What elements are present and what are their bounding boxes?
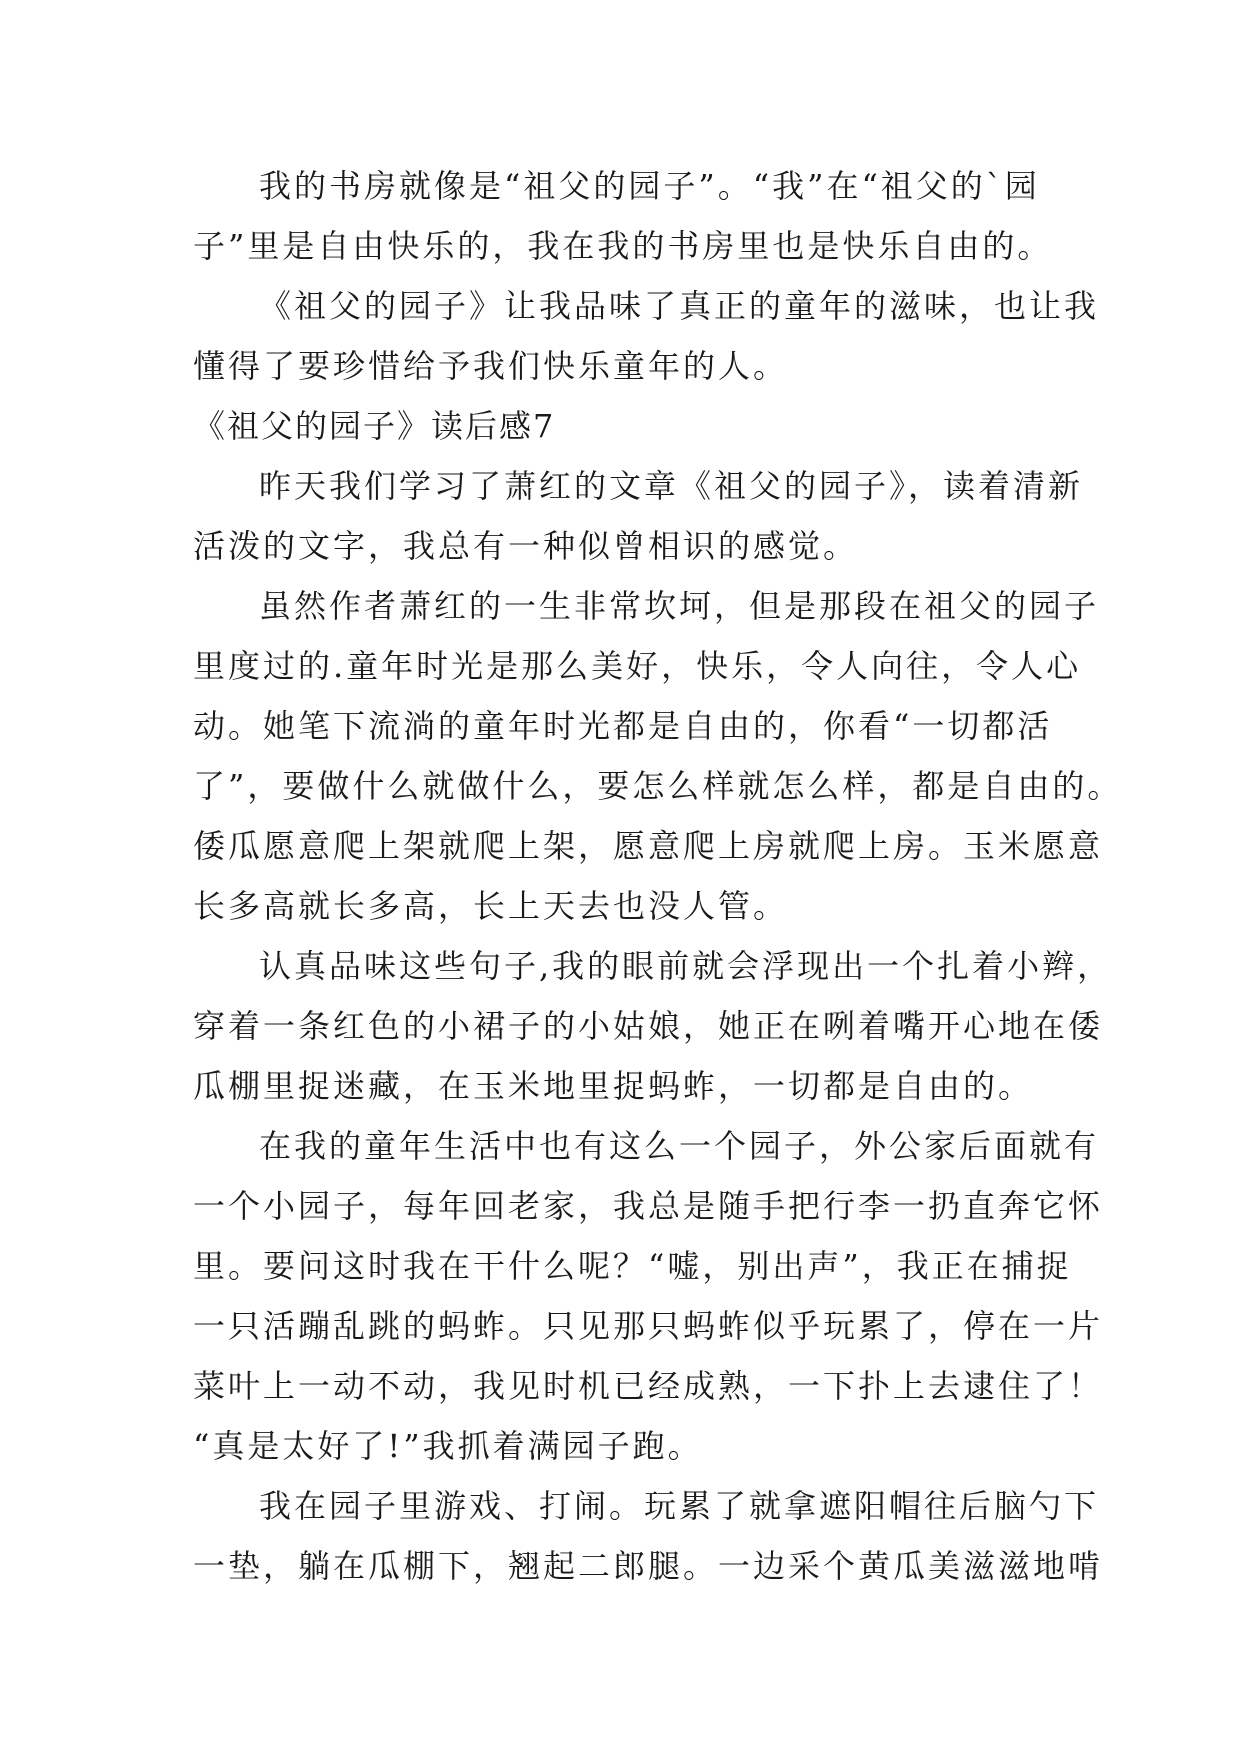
text-line: 倭瓜愿意爬上架就爬上架，愿意爬上房就爬上房。玉米愿意 [193,827,1104,865]
text-line: 长多高就长多高，长上天去也没人管。 [193,887,789,925]
text-line: 虽然作者萧红的一生非常坎坷，但是那段在祖父的园子 [259,587,1100,625]
text-line: 在我的童年生活中也有这么一个园子，外公家后面就有 [259,1127,1100,1165]
text-line: 一垫，躺在瓜棚下，翘起二郎腿。一边采个黄瓜美滋滋地啃 [193,1547,1104,1585]
text-line: 了”，要做什么就做什么，要怎么样就怎么样，都是自由的。 [193,767,1123,805]
text-line: 昨天我们学习了萧红的文章《祖父的园子》，读着清新 [259,467,1084,505]
text-line: 一个小园子，每年回老家，我总是随手把行李一扔直奔它怀 [193,1187,1104,1225]
document-body [193,156,1123,1596]
text-line: 穿着一条红色的小裙子的小姑娘，她正在咧着嘴开心地在倭 [193,1007,1104,1045]
text-line: 我的书房就像是“祖父的园子”。“我”在“祖父的`园 [259,167,1040,205]
text-line: 认真品味这些句子,我的眼前就会浮现出一个扎着小辫， [259,947,1113,985]
text-line: 菜叶上一动不动，我见时机已经成熟，一下扑上去逮住了！ [193,1367,1104,1405]
text-line: 子”里是自由快乐的，我在我的书房里也是快乐自由的。 [193,227,1053,265]
text-line: 我在园子里游戏、打闹。玩累了就拿遮阳帽往后脑勺下 [259,1487,1100,1525]
text-line: 瓜棚里捉迷藏，在玉米地里捉蚂蚱，一切都是自由的。 [193,1067,1034,1105]
text-line: “真是太好了!”我抓着满园子跑。 [193,1427,703,1465]
text-line: 动。她笔下流淌的童年时光都是自由的，你看“一切都活 [193,707,1053,745]
section-heading: 《祖父的园子》读后感7 [193,407,556,445]
text-line: 里度过的.童年时光是那么美好，快乐，令人向往，令人心 [193,647,1082,685]
text-line: 懂得了要珍惜给予我们快乐童年的人。 [193,347,789,385]
text-line: 里。要问这时我在干什么呢？“嘘，别出声”，我正在捕捉 [193,1247,1072,1285]
text-line: 活泼的文字，我总有一种似曾相识的感觉。 [193,527,859,565]
text-line: 一只活蹦乱跳的蚂蚱。只见那只蚂蚱似乎玩累了，停在一片 [193,1307,1104,1345]
text-line: 《祖父的园子》让我品味了真正的童年的滋味，也让我 [259,287,1100,325]
